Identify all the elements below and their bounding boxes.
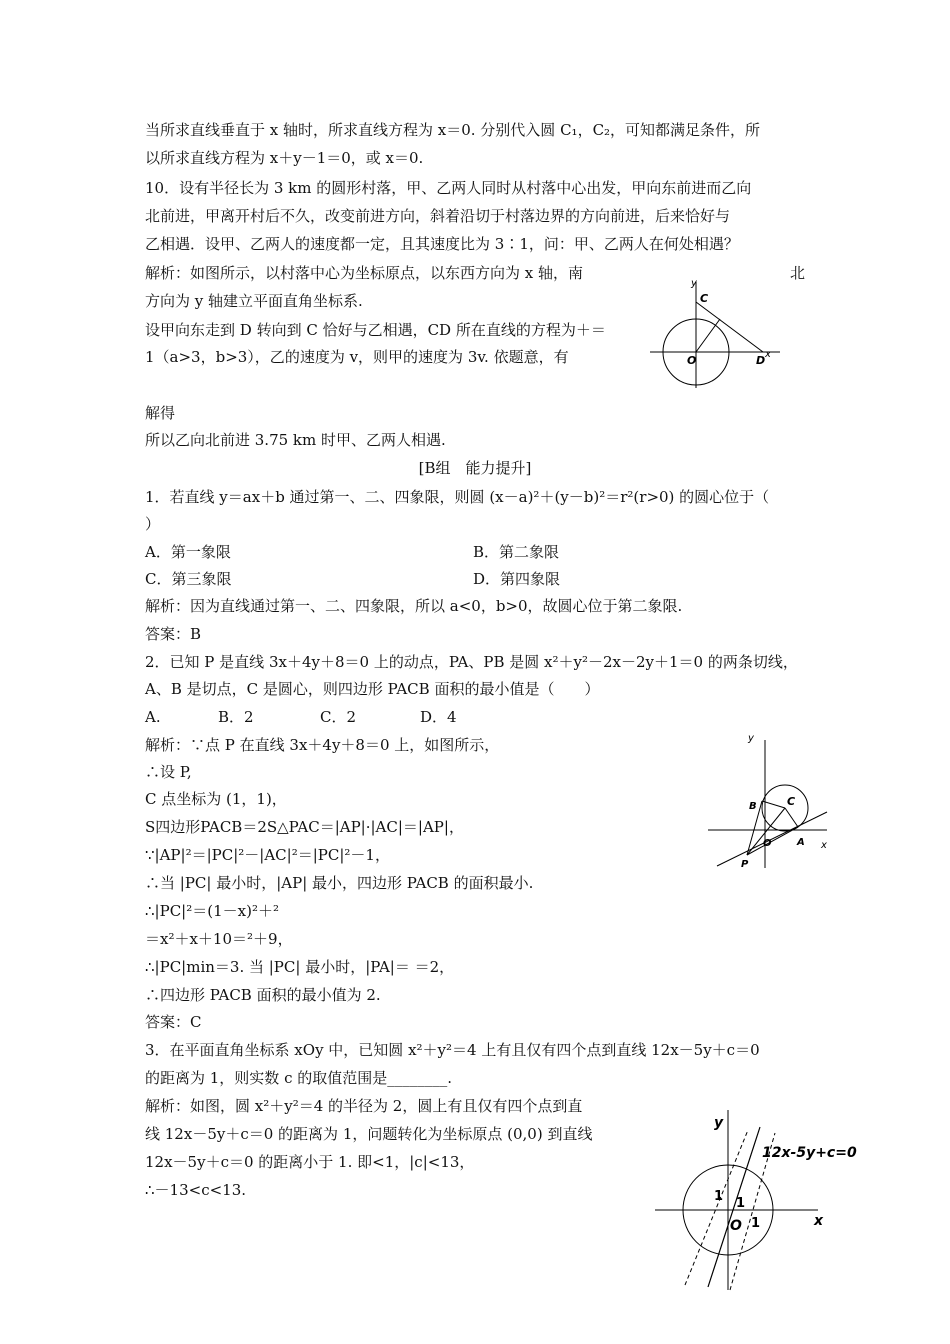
distance-label: 1 bbox=[714, 1189, 724, 1204]
north-char: 北 bbox=[790, 264, 806, 282]
y-label: y bbox=[748, 733, 754, 744]
option-d: D．第四象限 bbox=[473, 570, 561, 588]
text-line: 线 12x－5y＋c＝0 的距离为 1，问题转化为坐标原点 (0,0) 到直线 bbox=[145, 1125, 593, 1143]
text-line: 以所求直线方程为 x＋y－1＝0，或 x＝0. bbox=[145, 149, 424, 167]
solution-text: 解析：因为直线通过第一、二、四象限，所以 a<0，b>0，故圆心位于第二象限. bbox=[145, 597, 683, 615]
text-line: 12x－5y＋c＝0 的距离小于 1. 即<1，|c|<13， bbox=[145, 1153, 475, 1171]
solution-text: 解析：∵点 P 在直线 3x＋4y＋8＝0 上，如图所示， bbox=[145, 736, 500, 754]
text-line: ∴设 P, bbox=[145, 763, 192, 781]
solution-text: 解析：如图，圆 x²＋y²＝4 的半径为 2，圆上有且仅有四个点到直 bbox=[145, 1097, 583, 1115]
text-line: 方向为 y 轴建立平面直角坐标系. bbox=[145, 292, 363, 310]
x-label: x bbox=[765, 349, 771, 360]
text-line: ） bbox=[145, 515, 161, 533]
label-d: D bbox=[756, 354, 766, 367]
text-line: S四边形PACB＝2S△PAC＝|AP|·|AC|＝|AP|， bbox=[145, 818, 464, 836]
text-line: 乙相遇．设甲、乙两人的速度都一定，且其速度比为 3∶1，问：甲、乙两人在何处相遇？ bbox=[145, 235, 739, 253]
option-a: A．第一象限 bbox=[145, 543, 231, 561]
text-line: 解得 bbox=[145, 404, 176, 422]
y-label: y bbox=[691, 278, 697, 289]
option-b: B．第二象限 bbox=[473, 543, 560, 561]
text-line: 当所求直线垂直于 x 轴时，所求直线方程为 x＝0. 分别代入圆 C₁，C₂，可知都满足条件，所 bbox=[145, 121, 761, 139]
text-line: ∴|PC|²＝(1－x)²＋² bbox=[145, 902, 279, 920]
label-b: B bbox=[749, 801, 757, 812]
option-c: C．2 bbox=[320, 708, 357, 726]
y-label: y bbox=[714, 1115, 724, 1131]
option-b: B．2 bbox=[218, 708, 254, 726]
text-line: 设甲向东走到 D 转向到 C 恰好与乙相遇，CD 所在直线的方程为＋＝ bbox=[145, 321, 606, 339]
pacb-figure bbox=[705, 730, 840, 870]
text-line: ∴四边形 PACB 面积的最小值为 2. bbox=[145, 986, 381, 1004]
label-o: O bbox=[687, 354, 697, 367]
text-line: 1（a>3，b>3），乙的速度为 v，则甲的速度为 3v. 依题意，有 bbox=[145, 348, 569, 366]
text-line: 所以乙向北前进 3.75 km 时甲、乙两人相遇. bbox=[145, 431, 446, 449]
text-line: ＝x²＋x＋10＝²＋9， bbox=[145, 930, 293, 948]
village-figure bbox=[645, 275, 790, 390]
text-line: ∵|AP|²＝|PC|²－|AC|²＝|PC|²－1， bbox=[145, 846, 390, 864]
line-12x5yc bbox=[708, 1127, 760, 1287]
circle-lines-figure bbox=[650, 1105, 865, 1295]
section-heading: [B组 能力提升] bbox=[418, 459, 532, 477]
line-label: 12x-5y+c=0 bbox=[762, 1145, 857, 1161]
radius-segment bbox=[696, 319, 720, 352]
answer: 答案：B bbox=[145, 625, 202, 643]
label-p: P bbox=[741, 859, 749, 870]
distance-label: 1 bbox=[751, 1216, 761, 1231]
label-c: C bbox=[700, 292, 709, 305]
problem-b3: 3．在平面直角坐标系 xOy 中，已知圆 x²＋y²＝4 上有且仅有四个点到直线 12x－5y＋c＝0 bbox=[145, 1041, 760, 1059]
text-line: C 点坐标为 (1，1)， bbox=[145, 790, 287, 808]
solution-text: 解析：如图所示，以村落中心为坐标原点，以东西方向为 x 轴，南 bbox=[145, 264, 583, 282]
tangent-pa bbox=[747, 827, 798, 855]
text-line: ∴当 |PC| 最小时，|AP| 最小，四边形 PACB 的面积最小. bbox=[145, 874, 534, 892]
problem-b1: 1．若直线 y＝ax＋b 通过第一、二、四象限，则圆 (x－a)²＋(y－b)²＝r²(r>0) 的圆心位于（ bbox=[145, 488, 770, 506]
x-label: x bbox=[821, 840, 827, 851]
text-line: 的距离为 1，则实数 c 的取值范围是________. bbox=[145, 1069, 453, 1087]
option-c: C．第三象限 bbox=[145, 570, 232, 588]
x-label: x bbox=[814, 1213, 824, 1229]
problem-10: 10．设有半径长为 3 km 的圆形村落，甲、乙两人同时从村落中心出发，甲向东前进而乙向 bbox=[145, 179, 752, 197]
tangent-line-cd bbox=[696, 302, 763, 352]
segment-ca bbox=[785, 808, 798, 827]
problem-b2: 2．已知 P 是直线 3x＋4y＋8＝0 上的动点，PA、PB 是圆 x²＋y²－2x－2y＋1＝0 的两条切线， bbox=[145, 653, 798, 671]
answer: 答案：C bbox=[145, 1013, 202, 1031]
label-c: C bbox=[787, 795, 796, 808]
label-o: O bbox=[730, 1218, 742, 1234]
label-o: O bbox=[763, 838, 772, 849]
option-d: D．4 bbox=[420, 708, 457, 726]
text-line: ∴|PC|min＝3. 当 |PC| 最小时，|PA|＝ ＝2， bbox=[145, 958, 455, 976]
text-line: ∴－13<c<13. bbox=[145, 1181, 247, 1199]
line-3x4y8 bbox=[717, 812, 827, 866]
text-line: 北前进，甲离开村后不久，改变前进方向，斜着沿切于村落边界的方向前进，后来恰好与 bbox=[145, 207, 731, 225]
label-a: A bbox=[797, 837, 805, 848]
option-a: A. bbox=[145, 708, 161, 726]
text-line: A、B 是切点，C 是圆心，则四边形 PACB 面积的最小值是（ ） bbox=[145, 680, 600, 698]
distance-label: 1 bbox=[736, 1196, 746, 1211]
